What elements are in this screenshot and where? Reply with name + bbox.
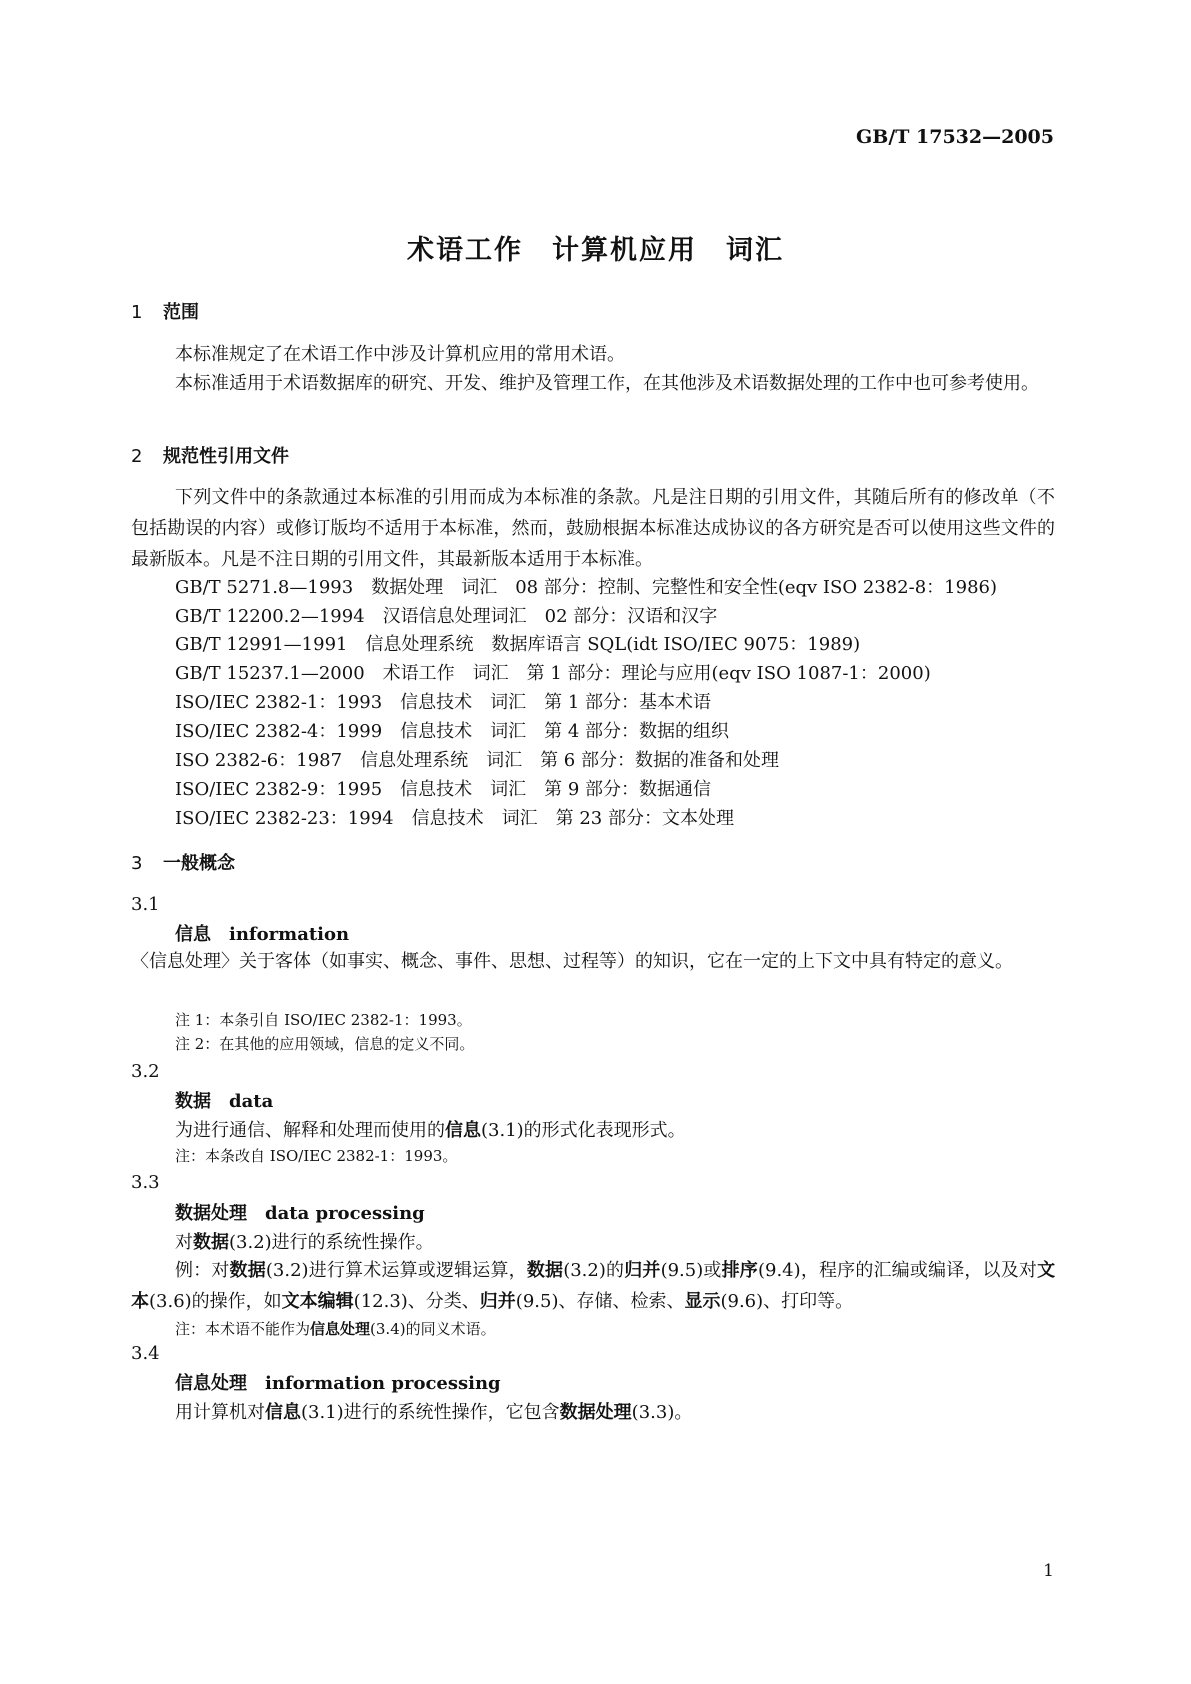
text: (3.2)的 [563,1260,625,1281]
note: 注：本条改自 ISO/IEC 2382-1：1993。 [175,1147,458,1165]
text: (3.3)。 [631,1402,693,1423]
text: 注：本术语不能作为 [175,1320,311,1338]
scope-paragraph-2: 本标准适用于术语数据库的研究、开发、维护及管理工作，在其他涉及术语数据处理的工作中也可参考使用。 [175,373,1039,394]
term-definition [175,1228,434,1254]
note: 注 2：在其他的应用领域，信息的定义不同。 [175,1035,475,1053]
cross-reference: 信息 [265,1402,301,1423]
cross-reference: 文本编辑 [281,1291,354,1312]
text: (9.6)、打印等。 [720,1291,854,1312]
cross-reference: 数据 [526,1260,564,1281]
term-heading: 数据 data [175,1091,274,1112]
term-heading: 数据处理 data processing [175,1203,425,1224]
text: 例：对 [175,1260,230,1281]
clause-number: 3.4 [131,1343,160,1364]
normative-intro: 下列文件中的条款通过本标准的引用而成为本标准的条款。凡是注日期的引用文件，其随后所有的修改单（不包括勘误的内容）或修订版均不适用于本标准，然而，鼓励根据本标准达成协议的各方研究是否可以使用这些文件的最新版本。凡是不注日期的引用文件，其最新版本适用于本标准。 [131,487,1055,570]
reference-item: GB/T 15237.1—2000 术语工作 词汇 第 1 部分：理论与应用(eqv ISO 1087-1：2000) [175,663,931,684]
term-heading: 信息 information [175,924,350,945]
section-title: 范围 [163,302,199,323]
cross-reference: 数据 [229,1260,266,1281]
section-number: 1 [131,302,143,323]
section-number: 3 [131,853,143,874]
reference-item: ISO 2382-6：1987 信息处理系统 词汇 第 6 部分：数据的准备和处理 [175,750,779,771]
text: 为进行通信、解释和处理而使用的 [175,1120,445,1141]
cross-reference: 数据 [193,1232,229,1253]
clause-number: 3.2 [131,1061,160,1082]
note: 注 1：本条引自 ISO/IEC 2382-1：1993。 [175,1011,472,1029]
cross-reference: 归并 [624,1260,661,1281]
text: (3.6)的操作，如 [149,1291,282,1312]
text: (9.5)或 [660,1260,722,1281]
text: (9.4)，程序的汇编或编译，以及对 [757,1260,1038,1281]
reference-item: ISO/IEC 2382-4：1999 信息技术 词汇 第 4 部分：数据的组织 [175,721,730,742]
cross-reference: 信息 [445,1120,481,1141]
section-title: 一般概念 [163,853,235,874]
text: 对 [175,1232,193,1253]
cross-reference: 显示 [684,1291,721,1312]
term-definition [175,1116,686,1142]
page-number: 1 [1043,1561,1054,1581]
standard-number: GB/T 17532—2005 [856,126,1054,148]
section-2-heading [131,442,289,468]
example [131,1255,1055,1317]
cross-reference: 信息处理 [310,1320,371,1338]
scope-paragraph-1: 本标准规定了在术语工作中涉及计算机应用的常用术语。 [175,344,625,365]
reference-item: ISO/IEC 2382-1：1993 信息技术 词汇 第 1 部分：基本术语 [175,692,712,713]
term-definition: 〈信息处理〉关于客体（如事实、概念、事件、思想、过程等）的知识，它在一定的上下文中具有特定的意义。 [131,951,1013,972]
term-definition [175,1398,692,1424]
text: (3.1)的形式化表现形式。 [481,1120,686,1141]
text: (3.1)进行的系统性操作，它包含 [301,1402,560,1423]
text: (12.3)、分类、 [353,1291,480,1312]
section-title: 规范性引用文件 [163,446,289,467]
page-title: 术语工作 计算机应用 词汇 [407,235,784,266]
cross-reference: 归并 [479,1291,516,1312]
text: (3.2)进行算术运算或逻辑运算， [265,1260,527,1281]
clause-number: 3.1 [131,894,160,915]
text: (3.2)进行的系统性操作。 [229,1232,434,1253]
cross-reference: 排序 [721,1260,758,1281]
note [175,1318,496,1339]
clause-number: 3.3 [131,1172,160,1193]
reference-item: GB/T 5271.8—1993 数据处理 词汇 08 部分：控制、完整性和安全性(eqv ISO 2382-8：1986) [175,577,997,598]
reference-item: GB/T 12991—1991 信息处理系统 数据库语言 SQL(idt ISO/IEC 9075：1989) [175,634,861,655]
cross-reference: 数据处理 [559,1402,632,1423]
reference-item: GB/T 12200.2—1994 汉语信息处理词汇 02 部分：汉语和汉字 [175,606,718,627]
cross-reference: 文本 [131,1260,1056,1312]
reference-item: ISO/IEC 2382-23：1994 信息技术 词汇 第 23 部分：文本处理 [175,808,734,829]
section-1-heading [131,298,199,324]
section-3-heading [131,849,235,875]
section-number: 2 [131,446,143,467]
text: (3.4)的同义术语。 [370,1320,496,1338]
term-heading: 信息处理 information processing [175,1373,501,1394]
reference-item: ISO/IEC 2382-9：1995 信息技术 词汇 第 9 部分：数据通信 [175,779,712,800]
text: (9.5)、存储、检索、 [515,1291,685,1312]
text: 用计算机对 [175,1402,265,1423]
